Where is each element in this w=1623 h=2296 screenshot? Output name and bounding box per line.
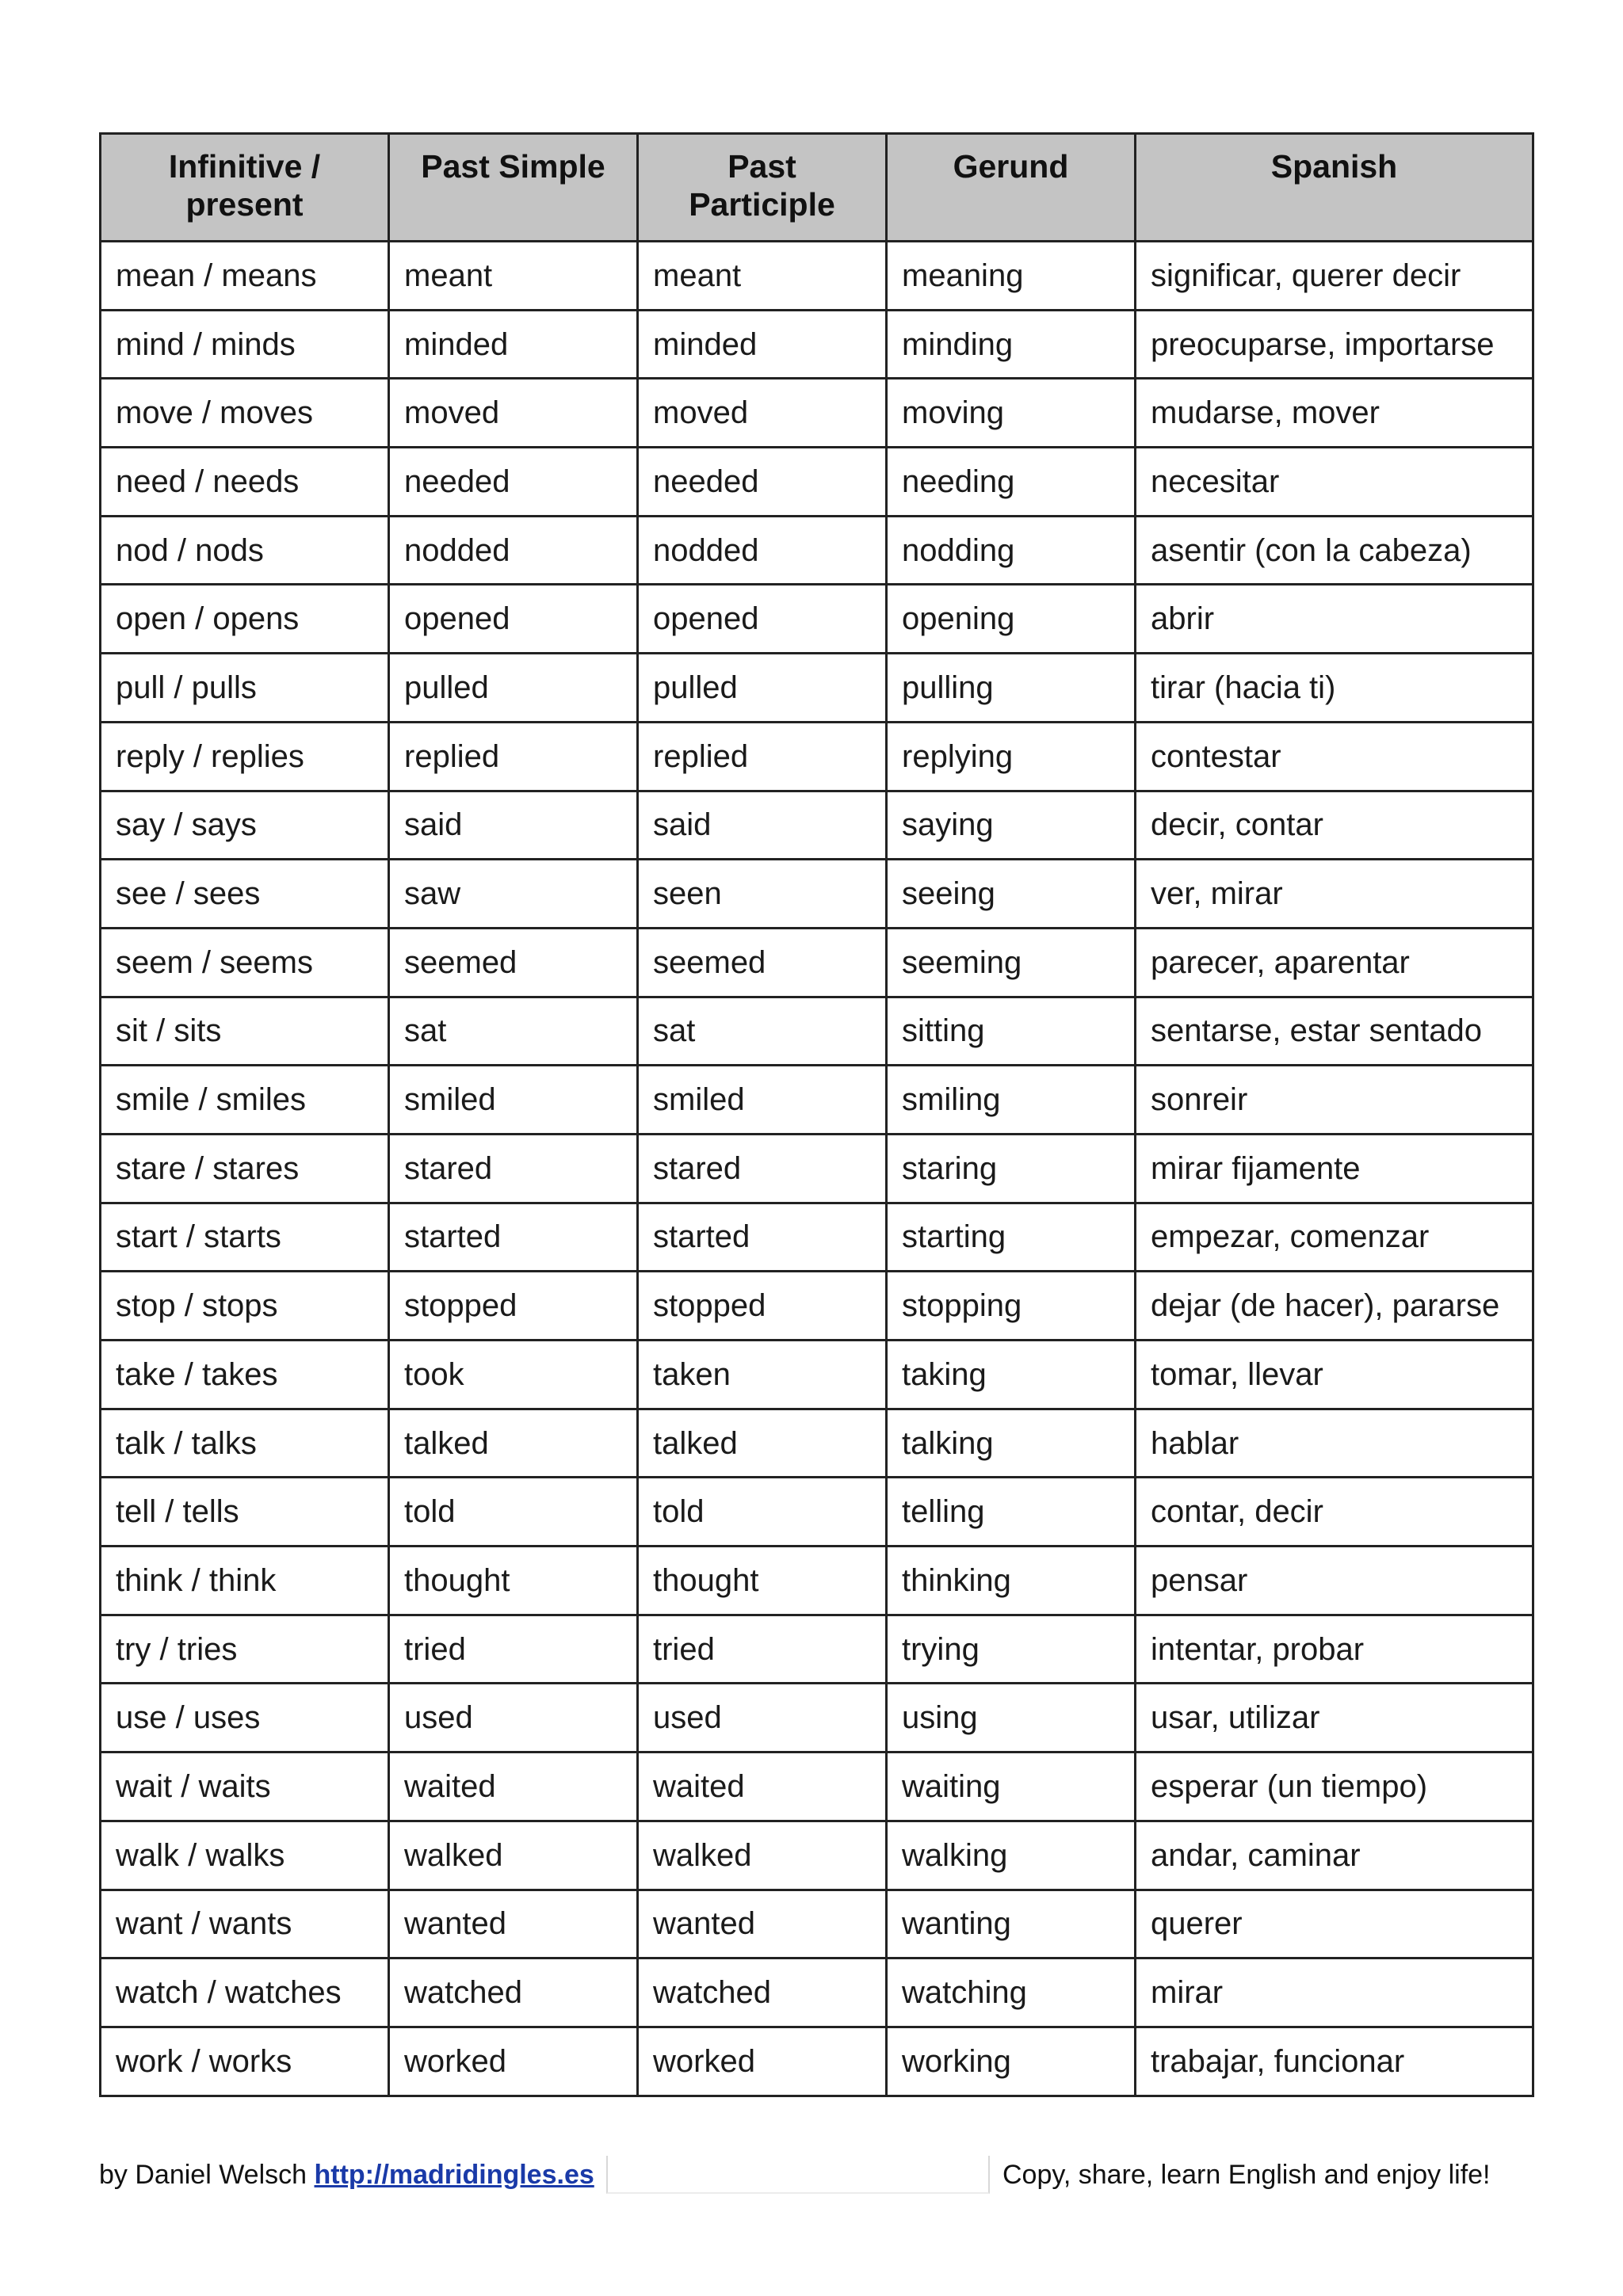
cell-spanish: abrir: [1136, 585, 1533, 654]
verb-table: [99, 132, 1534, 2097]
cell-past-participle: seemed: [638, 928, 887, 997]
table-body: [101, 242, 1533, 2096]
cell-past-simple: meant: [389, 242, 638, 311]
cell-past-simple: tried: [389, 1615, 638, 1684]
cell-infinitive: mean / means: [101, 242, 389, 311]
cell-past-simple: sat: [389, 997, 638, 1066]
cell-past-simple: stopped: [389, 1272, 638, 1341]
cell-past-participle: said: [638, 791, 887, 860]
cell-infinitive: watch / watches: [101, 1958, 389, 2027]
footer: [99, 2159, 1532, 2199]
cell-past-participle: minded: [638, 310, 887, 379]
table-row: [101, 1547, 1533, 1615]
table-row: [101, 585, 1533, 654]
table-row: [101, 1134, 1533, 1203]
cell-infinitive: smile / smiles: [101, 1066, 389, 1135]
cell-past-participle: talked: [638, 1409, 887, 1478]
cell-gerund: watching: [887, 1958, 1136, 2027]
table-row: [101, 1615, 1533, 1684]
cell-past-simple: opened: [389, 585, 638, 654]
cell-past-participle: moved: [638, 379, 887, 448]
cell-spanish: contestar: [1136, 722, 1533, 791]
cell-past-simple: minded: [389, 310, 638, 379]
cell-past-participle: replied: [638, 722, 887, 791]
cell-gerund: moving: [887, 379, 1136, 448]
table-row: [101, 1341, 1533, 1409]
cell-past-participle: waited: [638, 1753, 887, 1821]
cell-gerund: staring: [887, 1134, 1136, 1203]
cell-past-simple: took: [389, 1341, 638, 1409]
cell-gerund: replying: [887, 722, 1136, 791]
table-row: [101, 1203, 1533, 1272]
table-row: [101, 860, 1533, 929]
cell-past-participle: stopped: [638, 1272, 887, 1341]
cell-past-participle: thought: [638, 1547, 887, 1615]
table-row: [101, 310, 1533, 379]
footer-slogan: Copy, share, learn English and enjoy life!: [1002, 2160, 1491, 2190]
cell-gerund: seeming: [887, 928, 1136, 997]
cell-spanish: andar, caminar: [1136, 1821, 1533, 1890]
cell-gerund: sitting: [887, 997, 1136, 1066]
cell-gerund: minding: [887, 310, 1136, 379]
footer-divider-box: [606, 2156, 990, 2194]
cell-gerund: trying: [887, 1615, 1136, 1684]
cell-past-participle: seen: [638, 860, 887, 929]
column-header-past-participle: Past Participle: [638, 134, 887, 242]
cell-spanish: necesitar: [1136, 448, 1533, 517]
cell-past-participle: stared: [638, 1134, 887, 1203]
cell-infinitive: pull / pulls: [101, 654, 389, 723]
cell-past-participle: wanted: [638, 1890, 887, 1958]
cell-spanish: ver, mirar: [1136, 860, 1533, 929]
cell-past-simple: seemed: [389, 928, 638, 997]
cell-spanish: pensar: [1136, 1547, 1533, 1615]
cell-past-simple: moved: [389, 379, 638, 448]
cell-spanish: mirar: [1136, 1958, 1533, 2027]
cell-gerund: meaning: [887, 242, 1136, 311]
table-row: [101, 1478, 1533, 1547]
cell-infinitive: try / tries: [101, 1615, 389, 1684]
cell-spanish: hablar: [1136, 1409, 1533, 1478]
site-link[interactable]: http://madridingles.es: [314, 2160, 594, 2190]
cell-past-participle: pulled: [638, 654, 887, 723]
cell-past-participle: sat: [638, 997, 887, 1066]
cell-past-simple: pulled: [389, 654, 638, 723]
cell-infinitive: stare / stares: [101, 1134, 389, 1203]
cell-gerund: stopping: [887, 1272, 1136, 1341]
cell-past-participle: worked: [638, 2027, 887, 2096]
table-row: [101, 1958, 1533, 2027]
cell-gerund: taking: [887, 1341, 1136, 1409]
cell-gerund: talking: [887, 1409, 1136, 1478]
table-row: [101, 928, 1533, 997]
cell-spanish: contar, decir: [1136, 1478, 1533, 1547]
cell-past-participle: meant: [638, 242, 887, 311]
table-row: [101, 1890, 1533, 1958]
column-header-spanish: Spanish: [1136, 134, 1533, 242]
cell-infinitive: open / opens: [101, 585, 389, 654]
cell-past-participle: used: [638, 1684, 887, 1753]
cell-past-simple: nodded: [389, 516, 638, 585]
cell-infinitive: nod / nods: [101, 516, 389, 585]
cell-past-simple: used: [389, 1684, 638, 1753]
cell-spanish: preocuparse, importarse: [1136, 310, 1533, 379]
cell-spanish: parecer, aparentar: [1136, 928, 1533, 997]
cell-infinitive: walk / walks: [101, 1821, 389, 1890]
cell-gerund: waiting: [887, 1753, 1136, 1821]
cell-gerund: saying: [887, 791, 1136, 860]
cell-gerund: working: [887, 2027, 1136, 2096]
header-row: [101, 134, 1533, 242]
table-row: [101, 516, 1533, 585]
cell-infinitive: take / takes: [101, 1341, 389, 1409]
cell-infinitive: wait / waits: [101, 1753, 389, 1821]
table-row: [101, 1821, 1533, 1890]
cell-past-participle: watched: [638, 1958, 887, 2027]
table-row: [101, 654, 1533, 723]
table-row: [101, 242, 1533, 311]
cell-gerund: pulling: [887, 654, 1136, 723]
cell-infinitive: work / works: [101, 2027, 389, 2096]
cell-past-simple: said: [389, 791, 638, 860]
cell-spanish: tomar, llevar: [1136, 1341, 1533, 1409]
cell-spanish: trabajar, funcionar: [1136, 2027, 1533, 2096]
cell-past-simple: thought: [389, 1547, 638, 1615]
cell-spanish: sentarse, estar sentado: [1136, 997, 1533, 1066]
table-row: [101, 1409, 1533, 1478]
cell-past-participle: taken: [638, 1341, 887, 1409]
cell-past-simple: needed: [389, 448, 638, 517]
cell-infinitive: mind / minds: [101, 310, 389, 379]
table-row: [101, 2027, 1533, 2096]
cell-infinitive: talk / talks: [101, 1409, 389, 1478]
cell-past-participle: told: [638, 1478, 887, 1547]
table-row: [101, 1272, 1533, 1341]
cell-past-simple: watched: [389, 1958, 638, 2027]
cell-past-participle: opened: [638, 585, 887, 654]
cell-infinitive: seem / seems: [101, 928, 389, 997]
cell-gerund: thinking: [887, 1547, 1136, 1615]
cell-infinitive: use / uses: [101, 1684, 389, 1753]
table-row: [101, 722, 1533, 791]
cell-infinitive: say / says: [101, 791, 389, 860]
cell-spanish: intentar, probar: [1136, 1615, 1533, 1684]
cell-spanish: dejar (de hacer), pararse: [1136, 1272, 1533, 1341]
table-row: [101, 791, 1533, 860]
cell-past-participle: needed: [638, 448, 887, 517]
cell-spanish: asentir (con la cabeza): [1136, 516, 1533, 585]
cell-infinitive: move / moves: [101, 379, 389, 448]
column-header-past-simple: Past Simple: [389, 134, 638, 242]
cell-past-participle: nodded: [638, 516, 887, 585]
table-row: [101, 1684, 1533, 1753]
cell-past-simple: saw: [389, 860, 638, 929]
cell-spanish: mirar fijamente: [1136, 1134, 1533, 1203]
cell-gerund: starting: [887, 1203, 1136, 1272]
cell-gerund: smiling: [887, 1066, 1136, 1135]
cell-past-simple: stared: [389, 1134, 638, 1203]
cell-spanish: mudarse, mover: [1136, 379, 1533, 448]
author-text: by Daniel Welsch: [99, 2160, 315, 2190]
cell-past-participle: started: [638, 1203, 887, 1272]
cell-infinitive: see / sees: [101, 860, 389, 929]
cell-spanish: significar, querer decir: [1136, 242, 1533, 311]
cell-spanish: sonreir: [1136, 1066, 1533, 1135]
cell-past-simple: replied: [389, 722, 638, 791]
column-header-infinitive: Infinitive / present: [101, 134, 389, 242]
cell-gerund: wanting: [887, 1890, 1136, 1958]
table-row: [101, 997, 1533, 1066]
cell-past-participle: walked: [638, 1821, 887, 1890]
cell-spanish: esperar (un tiempo): [1136, 1753, 1533, 1821]
cell-past-simple: smiled: [389, 1066, 638, 1135]
cell-spanish: usar, utilizar: [1136, 1684, 1533, 1753]
cell-past-simple: worked: [389, 2027, 638, 2096]
cell-past-simple: walked: [389, 1821, 638, 1890]
cell-infinitive: want / wants: [101, 1890, 389, 1958]
cell-spanish: decir, contar: [1136, 791, 1533, 860]
table-row: [101, 1066, 1533, 1135]
table-row: [101, 379, 1533, 448]
cell-spanish: querer: [1136, 1890, 1533, 1958]
table-row: [101, 448, 1533, 517]
cell-spanish: empezar, comenzar: [1136, 1203, 1533, 1272]
cell-gerund: seeing: [887, 860, 1136, 929]
cell-gerund: needing: [887, 448, 1136, 517]
cell-past-simple: wanted: [389, 1890, 638, 1958]
cell-past-participle: tried: [638, 1615, 887, 1684]
cell-gerund: using: [887, 1684, 1136, 1753]
cell-infinitive: think / think: [101, 1547, 389, 1615]
cell-gerund: opening: [887, 585, 1136, 654]
cell-past-simple: talked: [389, 1409, 638, 1478]
cell-past-simple: told: [389, 1478, 638, 1547]
table-row: [101, 1753, 1533, 1821]
cell-gerund: telling: [887, 1478, 1136, 1547]
cell-past-participle: smiled: [638, 1066, 887, 1135]
cell-infinitive: sit / sits: [101, 997, 389, 1066]
cell-infinitive: stop / stops: [101, 1272, 389, 1341]
cell-infinitive: reply / replies: [101, 722, 389, 791]
cell-infinitive: start / starts: [101, 1203, 389, 1272]
column-header-gerund: Gerund: [887, 134, 1136, 242]
cell-past-simple: started: [389, 1203, 638, 1272]
cell-gerund: walking: [887, 1821, 1136, 1890]
cell-spanish: tirar (hacia ti): [1136, 654, 1533, 723]
footer-author: [99, 2159, 594, 2191]
cell-infinitive: tell / tells: [101, 1478, 389, 1547]
cell-past-simple: waited: [389, 1753, 638, 1821]
cell-infinitive: need / needs: [101, 448, 389, 517]
cell-gerund: nodding: [887, 516, 1136, 585]
